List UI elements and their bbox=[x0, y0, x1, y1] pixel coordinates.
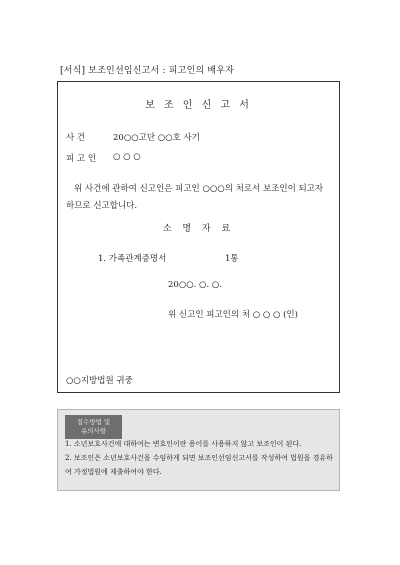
attachment-item: 1. 가족관계증명서 bbox=[98, 254, 167, 264]
attachment-count: 1통 bbox=[225, 254, 239, 264]
defendant-label: 피 고 인 bbox=[66, 154, 97, 164]
notes-label-line2: 유의사항 bbox=[80, 427, 107, 435]
form-title: 보 조 인 신 고 서 bbox=[145, 100, 252, 111]
defendant-value: ○ ○ ○ bbox=[113, 152, 141, 162]
attachments-title: 소 명 자 료 bbox=[162, 224, 235, 234]
case-value: 20○○고단 ○○호 사기 bbox=[113, 133, 200, 143]
body-paragraph: 위 사건에 관하여 신고인은 피고인 ○○○의 처로서 보조인이 되고자 하므로 신고합니다. bbox=[66, 184, 324, 211]
note-item: 1. 소년보호사건에 대하여는 변호인이란 용어를 사용하지 않고 보조인이 된다. bbox=[65, 440, 302, 448]
case-label: 사 건 bbox=[66, 133, 86, 143]
filing-date: 20○○. ○. ○. bbox=[168, 280, 222, 290]
court-addressee: ○○지방법원 귀중 bbox=[66, 376, 133, 386]
document-header: [서식] 보조인선임신고서 : 피고인의 배우자 bbox=[60, 66, 235, 76]
note-item: 2. 보조인은 소년보호사건을 수임하게 되면 보조인선임신고서를 작성하여 법원을 경유하여 가정법원에 제출하여야 한다. bbox=[65, 454, 333, 476]
notes-box bbox=[57, 409, 340, 491]
notes-label bbox=[65, 415, 122, 439]
form-box bbox=[57, 81, 340, 393]
signer-line: 위 신고인 피고인의 처 ○ ○ ○ (인) bbox=[168, 310, 298, 320]
notes-label-line1: 접수방법 및 bbox=[76, 418, 111, 426]
